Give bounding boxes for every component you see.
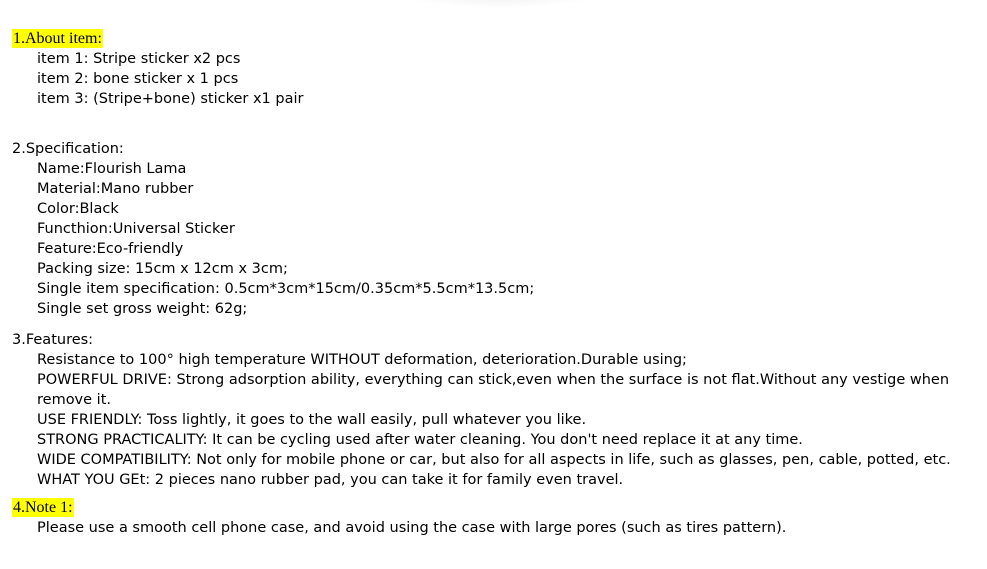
spec-item: Single item specification: 0.5cm*3cm*15cm/0.35cm*5.5cm*13.5cm; <box>37 281 535 297</box>
feature-item: WIDE COMPATIBILITY: Not only for mobile phone or car, but also for all aspects in life, such as glasses, pen, cable, potted, etc. <box>37 452 951 468</box>
feature-item: WHAT YOU GEt: 2 pieces nano rubber pad, you can take it for family even travel. <box>37 472 624 488</box>
spec-item: Feature:Eco-friendly <box>37 241 184 257</box>
about-item: item 3: (Stripe+bone) sticker x1 pair <box>37 91 304 107</box>
spec-item: Single set gross weight: 62g; <box>37 301 248 317</box>
specification-heading: 2.Specification: <box>12 141 124 157</box>
product-description <box>12 29 972 538</box>
feature-item <box>12 370 972 410</box>
spec-item: Packing size: 15cm x 12cm x 3cm; <box>37 261 288 277</box>
spec-item: Name:Flourish Lama <box>37 161 187 177</box>
spec-item: Functhion:Universal Sticker <box>37 221 235 237</box>
note-heading: 4.Note 1: <box>13 499 73 516</box>
spec-item: Color:Black <box>37 201 119 217</box>
features-heading: 3.Features: <box>12 332 94 348</box>
spec-item: Material:Mano rubber <box>37 181 194 197</box>
note-item: Please use a smooth cell phone case, and avoid using the case with large pores (such as tires pattern). <box>37 520 787 536</box>
feature-item: USE FRIENDLY: Toss lightly, it goes to the wall easily, pull whatever you like. <box>37 412 587 428</box>
about-item: item 1: Stripe sticker x2 pcs <box>37 51 241 67</box>
about-section <box>12 29 972 49</box>
note-section <box>12 498 972 518</box>
about-item: item 2: bone sticker x 1 pcs <box>37 71 239 87</box>
spacer <box>12 319 972 330</box>
feature-item-text: POWERFUL DRIVE: Strong adsorption ability, everything can stick,even when the surface is not flat.Without any vestige when remove it. <box>37 372 950 408</box>
top-shadow <box>400 0 600 8</box>
spacer <box>12 109 972 139</box>
feature-item: Resistance to 100° high temperature WITHOUT deformation, deterioration.Durable using; <box>37 352 687 368</box>
feature-item: STRONG PRACTICALITY: It can be cycling used after water cleaning. You don't need replace it at any time. <box>37 432 803 448</box>
spacer <box>12 490 972 498</box>
about-heading: 1.About item: <box>13 30 102 47</box>
